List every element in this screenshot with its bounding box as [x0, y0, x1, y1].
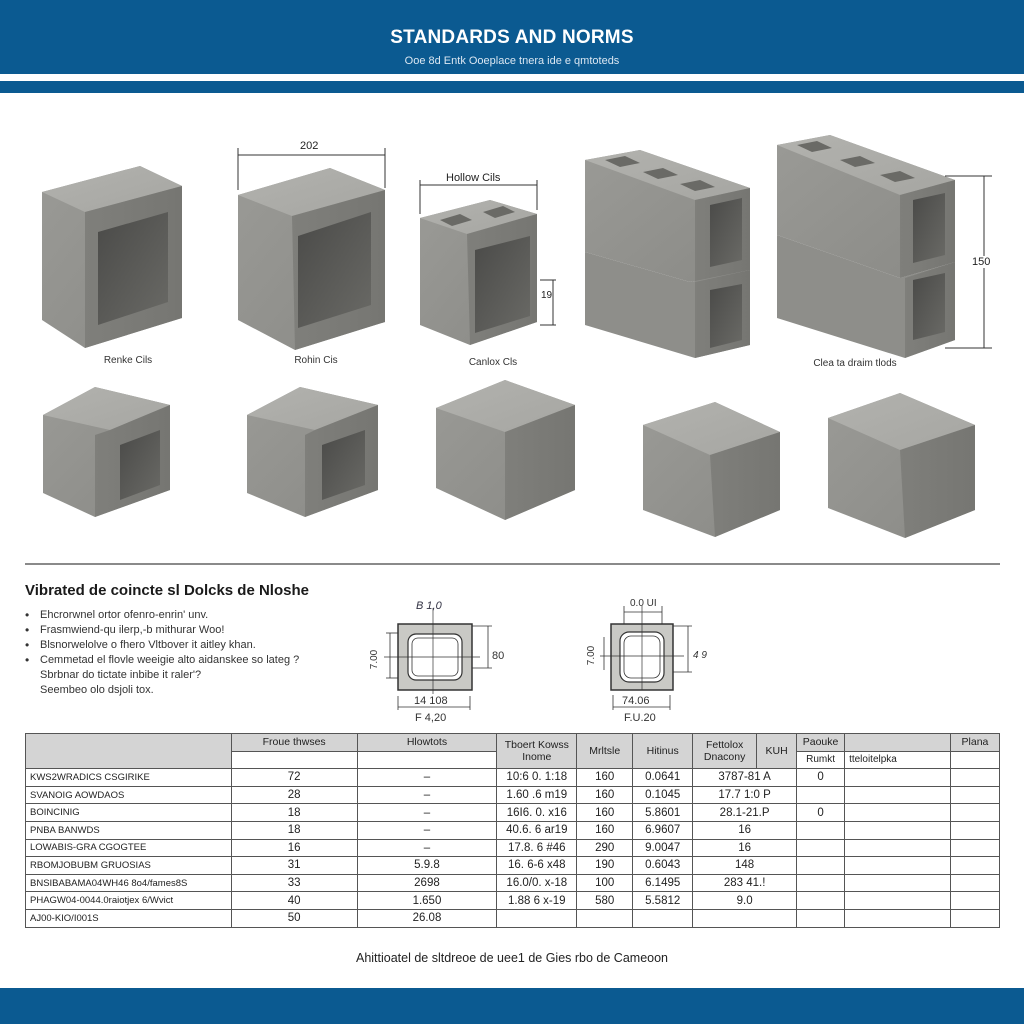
table-row — [26, 804, 1000, 822]
cell: 18 — [231, 804, 357, 822]
column-header: Plana — [950, 734, 999, 752]
cell: 72 — [231, 769, 357, 787]
cell — [950, 874, 999, 892]
cube-hollow-1 — [43, 387, 170, 517]
cell-name: BNSIBABAMA04WH46 8o4/fames8S — [26, 874, 232, 892]
cell: 50 — [231, 909, 357, 927]
cell — [950, 786, 999, 804]
cell — [797, 909, 845, 927]
block-illustration-row2 — [0, 380, 1024, 550]
cell: 9.0 — [693, 892, 797, 910]
cell — [797, 821, 845, 839]
cell: 160 — [577, 804, 633, 822]
cell: – — [357, 769, 497, 787]
cell-name: SVANOIG AOWDAOS — [26, 786, 232, 804]
dimension-label-202: 202 — [300, 140, 319, 152]
block-4 — [585, 150, 750, 358]
cell — [633, 909, 693, 927]
cell: 17.7 1:0 P — [693, 786, 797, 804]
cell — [797, 857, 845, 875]
dimension-label-19: 19 — [541, 290, 553, 301]
cell: 16 — [693, 839, 797, 857]
cell: 16I6. 0. x16 — [497, 804, 577, 822]
subheader-cell — [950, 751, 999, 769]
dimension-label-150: 150 — [972, 256, 991, 268]
cell: 0 — [797, 804, 845, 822]
cell: – — [357, 804, 497, 822]
specifications-table — [25, 733, 1000, 928]
drawing-2-figure-label: F.U.20 — [624, 712, 656, 724]
drawing-1-top-label: B 1,0 — [416, 600, 442, 612]
cell — [845, 857, 951, 875]
cell-name: AJ00-KIO/I001S — [26, 909, 232, 927]
cube-solid-1 — [436, 380, 575, 520]
cell: 1.650 — [357, 892, 497, 910]
cell — [693, 909, 797, 927]
cell: 16 — [693, 821, 797, 839]
cell-name: RBOMJOBUBM GRUOSIAS — [26, 857, 232, 875]
cell — [845, 821, 951, 839]
cell: 18 — [231, 821, 357, 839]
cell: 28 — [231, 786, 357, 804]
block-caption-2: Rohin Cis — [294, 355, 338, 366]
header-band-lower — [0, 81, 1024, 93]
cell-name: LOWABIS-GRA CGOGTEE — [26, 839, 232, 857]
cell: 10:6 0. 1:18 — [497, 769, 577, 787]
cell — [845, 874, 951, 892]
cell — [845, 892, 951, 910]
page-title: STANDARDS AND NORMS — [390, 27, 634, 48]
column-header: Tboert Kowss Inome — [497, 734, 577, 769]
block-caption-5: Clea ta draim tlods — [813, 358, 897, 369]
cell: 580 — [577, 892, 633, 910]
dimension-label-hollow: Hollow Cils — [446, 172, 501, 184]
cell-name: BOINCINIG — [26, 804, 232, 822]
block-1 — [42, 166, 182, 348]
cell: 28.1-21.P — [693, 804, 797, 822]
cell — [845, 804, 951, 822]
drawing-1-left-label: 7.00 — [369, 649, 381, 670]
drawing-2-bottom-dimension: 74.06 — [622, 695, 650, 707]
bullet-item: • Frasmwiend-qu ilerp,-b mithurar Woo! — [25, 623, 299, 638]
cell-name: PHAGW04-0044.0raiotjex 6/Wvict — [26, 892, 232, 910]
cell-name: PNBA BANWDS — [26, 821, 232, 839]
column-header: Fettolox Dnacony — [693, 734, 757, 769]
drawing-1-figure-label: F 4,20 — [415, 712, 447, 724]
cell: 3787-81 A — [693, 769, 797, 787]
column-header: KUH — [757, 734, 797, 769]
drawing-1-right-label: 80 — [492, 650, 505, 662]
cell: 40 — [231, 892, 357, 910]
cell: 40.6. 6 ar19 — [497, 821, 577, 839]
drawing-2-top-label: 0.0 UI — [630, 598, 657, 609]
subheader-cell — [357, 751, 497, 769]
cell: 1.60 .6 m19 — [497, 786, 577, 804]
cell: 31 — [231, 857, 357, 875]
cell — [845, 839, 951, 857]
table-row — [26, 786, 1000, 804]
cell: 5.8601 — [633, 804, 693, 822]
cell: 0.1045 — [633, 786, 693, 804]
table-header-row — [26, 734, 1000, 752]
cell — [950, 839, 999, 857]
table-row — [26, 839, 1000, 857]
header-stripe — [0, 74, 1024, 81]
cell: 100 — [577, 874, 633, 892]
cell: 5.9.8 — [357, 857, 497, 875]
cell: 33 — [231, 874, 357, 892]
cell: 160 — [577, 769, 633, 787]
cell: 148 — [693, 857, 797, 875]
block-illustration-row1 — [0, 120, 1024, 380]
cell: 160 — [577, 786, 633, 804]
cell: 283 41.! — [693, 874, 797, 892]
bullet-item: • Cemmetad el flovle weeigie alto aidanskee so lateg ? — [25, 653, 299, 668]
cell: 16. 6-6 x48 — [497, 857, 577, 875]
cell — [950, 857, 999, 875]
cell: 9.0047 — [633, 839, 693, 857]
block-3 — [420, 180, 556, 345]
cell-name: KWS2WRADICS CSGIRIKE — [26, 769, 232, 787]
subheader-cell: Rumkt — [797, 751, 845, 769]
cell: 16 — [231, 839, 357, 857]
cell — [950, 909, 999, 927]
table-row — [26, 857, 1000, 875]
cell: 1.88 6 x-19 — [497, 892, 577, 910]
block-caption-1: Renke Cils — [103, 355, 153, 366]
cell: 2698 — [357, 874, 497, 892]
bullet-continuation: Sbrbnar do tictate inbibe it raler'? — [40, 669, 202, 681]
column-header-name — [26, 734, 232, 769]
cell: 0 — [797, 769, 845, 787]
page-subtitle: Ooe 8d Entk Ooeplace tnera ide e qmtoteds — [404, 55, 620, 67]
cell: – — [357, 839, 497, 857]
cube-hollow-2 — [247, 387, 378, 517]
cell — [797, 786, 845, 804]
bullet-item: • Blsnorwelolve o fhero Vltbover it aitley khan. — [25, 638, 299, 653]
cell: 0.6043 — [633, 857, 693, 875]
cell — [497, 909, 577, 927]
table-row — [26, 874, 1000, 892]
bullet-item: • Ehcrorwnel ortor ofenro-enrin' unv. — [25, 608, 299, 623]
cell — [950, 804, 999, 822]
cell — [950, 769, 999, 787]
drawing-1-bottom-dimension: 14 108 — [414, 695, 448, 707]
column-header: Mrltsle — [577, 734, 633, 769]
cell: – — [357, 786, 497, 804]
cube-solid-3 — [828, 393, 975, 538]
column-header: Hitinus — [633, 734, 693, 769]
table-row — [26, 909, 1000, 927]
cell — [577, 909, 633, 927]
table-row — [26, 821, 1000, 839]
bullet-continuation: Seembeo olo dsjoli tox. — [40, 684, 154, 696]
cell — [797, 874, 845, 892]
cell: 26.08 — [357, 909, 497, 927]
cell: 290 — [577, 839, 633, 857]
block-2 — [238, 148, 385, 350]
cell — [950, 892, 999, 910]
cell — [797, 839, 845, 857]
cell: 6.1495 — [633, 874, 693, 892]
cell — [797, 892, 845, 910]
column-header: Hlowtots — [357, 734, 497, 752]
cell: 16.0/0. x-18 — [497, 874, 577, 892]
cell: 5.5812 — [633, 892, 693, 910]
cell — [950, 821, 999, 839]
cell: 6.9607 — [633, 821, 693, 839]
subheader-cell — [231, 751, 357, 769]
section-title: Vibrated de coincte sl Dolcks de Nloshe — [25, 582, 309, 599]
subheader-cell: tteloitelpka — [845, 751, 951, 769]
footer-band — [0, 988, 1024, 1024]
cell: – — [357, 821, 497, 839]
footer-caption: Ahittioatel de sltdreoe de uee1 de Gies rbo de Cameoon — [355, 951, 668, 965]
cell: 190 — [577, 857, 633, 875]
column-header — [845, 734, 951, 752]
section-divider — [25, 563, 1000, 565]
column-header: Froue thwses — [231, 734, 357, 752]
cell — [845, 909, 951, 927]
cell — [845, 769, 951, 787]
block-caption-3: Canlox Cls — [468, 357, 518, 368]
cell: 0.0641 — [633, 769, 693, 787]
cell: 160 — [577, 821, 633, 839]
cube-solid-2 — [643, 402, 780, 537]
cell — [845, 786, 951, 804]
drawing-2-left-label: 7.00 — [586, 645, 598, 666]
bullet-list — [25, 608, 299, 698]
column-header: Paouke — [797, 734, 845, 752]
cell: 17.8. 6 #46 — [497, 839, 577, 857]
table-row — [26, 892, 1000, 910]
table-row — [26, 769, 1000, 787]
drawing-2-right-label: 4 9 — [693, 650, 707, 661]
block-5 — [777, 135, 992, 358]
